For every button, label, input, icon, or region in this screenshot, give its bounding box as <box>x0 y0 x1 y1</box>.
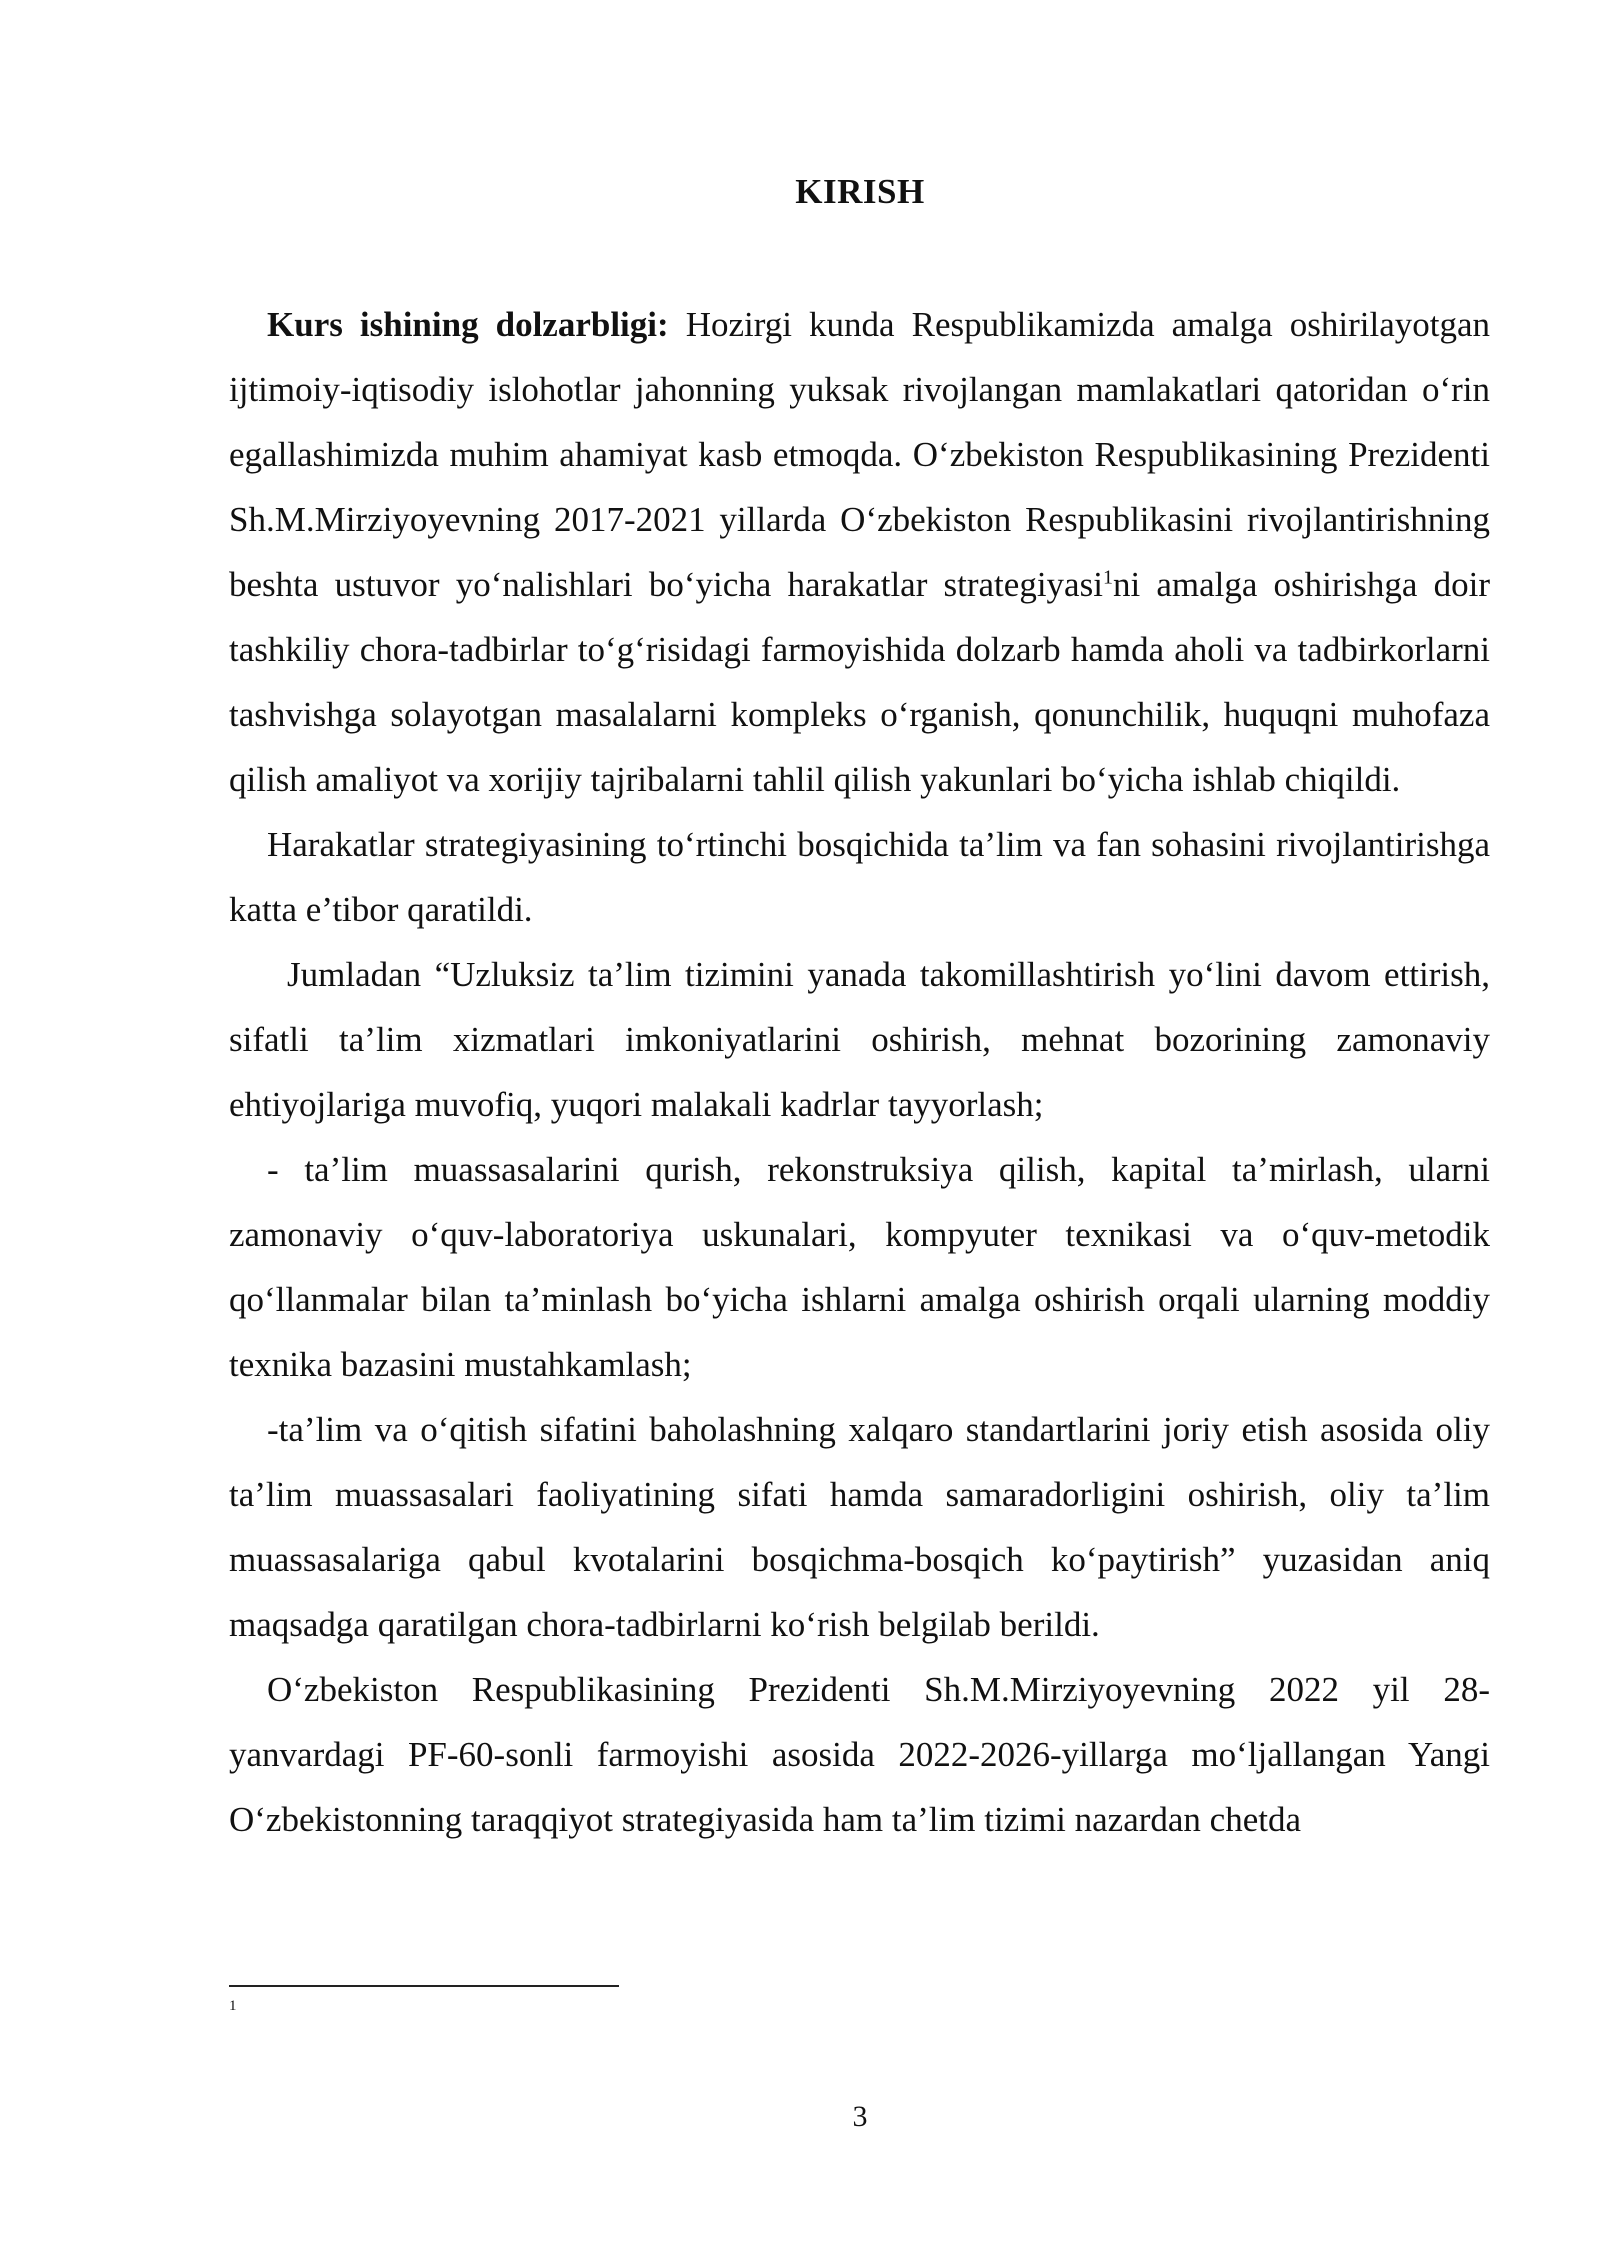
page-heading: KIRISH <box>795 172 925 211</box>
paragraph: O‘zbekiston Respublikasining Prezidenti Sh.M.Mirziyoyevning 2022 yil 28-yanvardagi PF-60-sonli farmoyishi asosida 2022-2026-yillarga mo‘ljallangan Yangi O‘zbekistonning taraqqiyot strategiyasida ham ta’lim tizimi nazardan chetda <box>229 1670 1490 1839</box>
paragraph-text: ni amalga oshirishga doir tashkiliy chora-tadbirlar to‘g‘risidagi farmoyishida dolzarb hamda aholi va tadbirkorlarni tashvishga solayotgan masalalarni kompleks o‘rganish, qonunchilik, huquqni muhofaza qilish amaliyot va xorijiy tajribalarni tahlil qilish yakunlari bo‘yicha ishlab chiqildi. <box>229 565 1490 799</box>
list-item-paragraph: -ta’lim va o‘qitish sifatini baholashning xalqaro standartlarini joriy etish asosida oliy ta’lim muassasalari faoliyatining sifati hamda samaradorligini oshirish, oliy ta’lim muassasalariga qabul kvotalarini bosqichma-bosqich ko‘paytirish” yuzasidan aniq maqsadga qaratilgan chora-tadbirlarni ko‘rish belgilab berildi. <box>229 1410 1490 1644</box>
footnote <box>229 1996 237 2021</box>
paragraph-lead: Kurs ishining dolzarbligi: <box>267 305 669 344</box>
paragraph-relevance <box>229 292 1490 812</box>
paragraph-text: Hozirgi kunda Respublikamizda amalga oshirilayotgan ijtimoiy-iqtisodiy islohotlar jahonning yuksak rivojlangan mamlakatlari qatoridan o‘rin egallashimizda muhim ahamiyat kasb etmoqda. O‘zbekiston Respublikasining Prezidenti Sh.M.Mirziyoyevning 2017-2021 yillarda O‘zbekiston Respublikasini rivojlantirishning beshta ustuvor yo‘nalishlari bo‘yicha harakatlar strategiyasi <box>229 305 1490 604</box>
body-text <box>229 292 1490 1852</box>
footnote-separator <box>229 1985 619 1987</box>
page-number: 3 <box>852 2100 868 2133</box>
list-item-paragraph: - ta’lim muassasalarini qurish, rekonstruksiya qilish, kapital ta’mirlash, ularni zamonaviy o‘quv-laboratoriya uskunalari, kompyuter texnikasi va o‘quv-metodik qo‘llanmalar bilan ta’minlash bo‘yicha ishlarni amalga oshirish orqali ularning moddiy texnika bazasini mustahkamlash; <box>229 1150 1490 1384</box>
paragraph: Jumladan “Uzluksiz ta’lim tizimini yanada takomillashtirish yo‘lini davom ettirish, sifatli ta’lim xizmatlari imkoniyatlarini oshirish, mehnat bozorining zamonaviy ehtiyojlariga muvofiq, yuqori malakali kadrlar tayyorlash; <box>229 955 1490 1124</box>
footnote-reference[interactable]: 1 <box>1102 566 1113 589</box>
paragraph: Harakatlar strategiyasining to‘rtinchi bosqichida ta’lim va fan sohasini rivojlantirishga katta e’tibor qaratildi. <box>229 825 1490 929</box>
footnote-number: 1 <box>229 1998 237 2014</box>
